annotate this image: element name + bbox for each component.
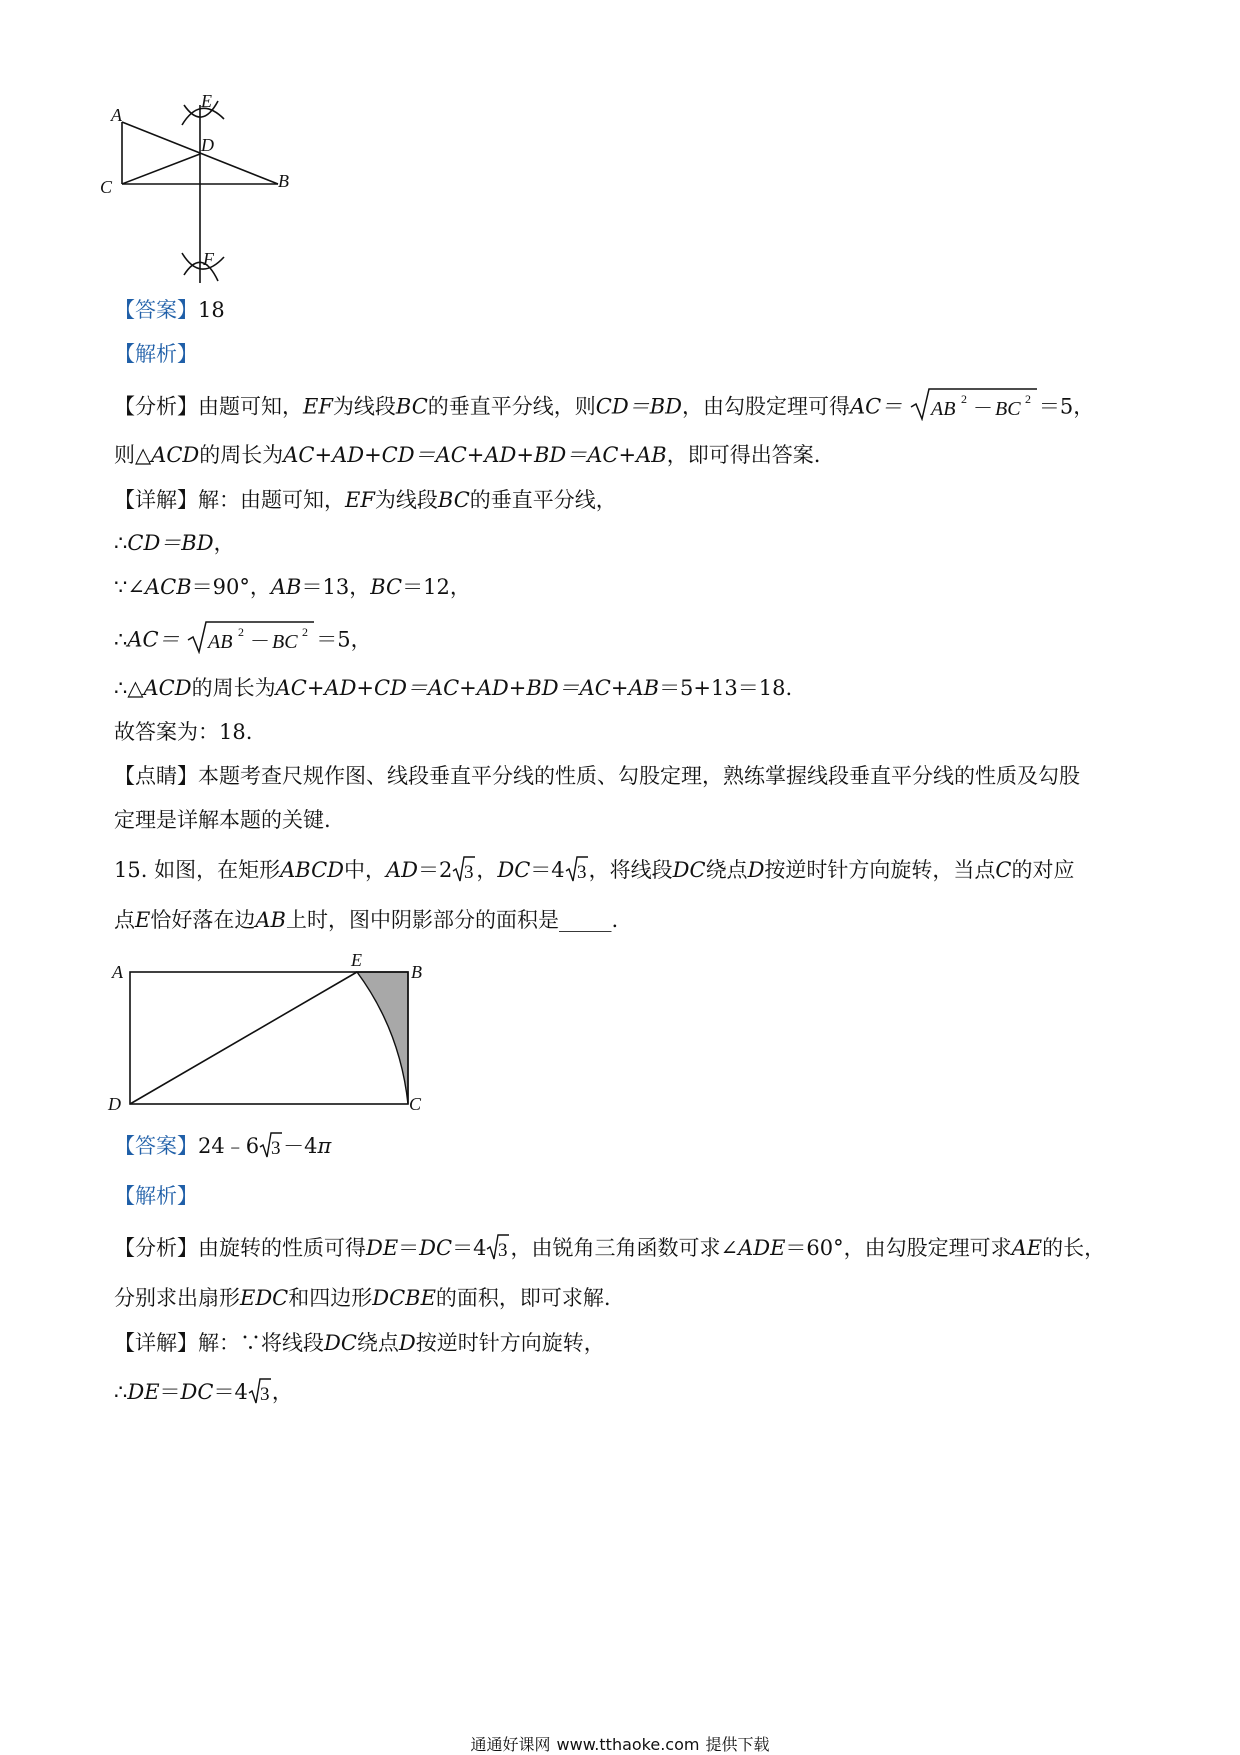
text: 15. 如图，在矩形	[114, 858, 281, 882]
footer-download-text: 提供下载	[705, 1735, 770, 1754]
text: ，	[213, 531, 235, 555]
math-AB: AB	[270, 575, 302, 599]
label-D: D	[108, 1094, 121, 1114]
text: 的长，	[1042, 1236, 1106, 1260]
text: 恰好落在边	[150, 908, 256, 932]
xiangjie-tag: 【详解】	[114, 488, 198, 512]
text: ＝90°，	[191, 575, 271, 599]
math-DCBE: DCBE	[372, 1286, 436, 1310]
math-EF: EF	[345, 488, 375, 512]
label-F: F	[203, 249, 214, 269]
text: 的对应	[1011, 858, 1075, 882]
math-perimeter: AC+AD+CD＝AC+AD+BD＝AC+AB	[275, 676, 660, 700]
text: 的垂直平分线，	[469, 488, 617, 512]
sqrt-expression	[186, 620, 316, 654]
q14-xiangjie-line2	[114, 533, 235, 554]
q14-answer	[114, 300, 225, 321]
fenxi-tag: 【分析】	[114, 1236, 198, 1260]
answer-value: 18	[198, 298, 225, 322]
page-footer	[0, 1732, 1240, 1755]
sqrt-exp: 2	[1024, 392, 1031, 406]
text: 绕点	[356, 1331, 399, 1355]
therefore: ∴△	[114, 676, 144, 700]
text: ＝4	[530, 858, 565, 882]
sqrt-BC: BC	[272, 631, 298, 653]
text: ＝2	[418, 858, 453, 882]
math-AD: AD	[385, 858, 418, 882]
text: 和四边形	[288, 1286, 373, 1310]
math-DC: DC	[324, 1331, 357, 1355]
sqrt3	[486, 1233, 510, 1261]
q14-fenxi-line2	[114, 445, 820, 466]
text: ＝60°，由勾股定理可求	[785, 1236, 1012, 1260]
sqrt-radicand: 3	[576, 861, 587, 883]
sqrt3	[452, 855, 476, 883]
q14-xiangjie-line4	[114, 625, 372, 654]
text: 由题可知，	[198, 394, 303, 419]
text: ，即可得出答案.	[666, 443, 821, 467]
q14-xiangjie-line3	[114, 577, 471, 598]
sqrt-exp: 2	[960, 392, 967, 406]
analysis-tag: 【解析】	[114, 1184, 198, 1208]
because-angle: ∵∠	[114, 575, 145, 599]
sqrt-minus: －	[972, 398, 993, 420]
math-BC: BC	[370, 575, 403, 599]
math-CD-eq-BD: CD＝BD	[127, 531, 214, 555]
q14-dianjing-line2	[114, 810, 331, 831]
text: 解：∵将线段	[198, 1331, 324, 1355]
text: 分别求出扇形	[114, 1286, 240, 1310]
text: 的面积，即可求解.	[435, 1286, 611, 1310]
q15-xiangjie-line2	[114, 1382, 293, 1405]
math-AB: AB	[255, 908, 286, 932]
text: 的周长为	[191, 676, 276, 700]
text: ＝4	[213, 1380, 248, 1404]
text: 解：由题可知，	[198, 488, 345, 512]
sqrt3	[259, 1131, 283, 1159]
math-perimeter: AC+AD+CD＝AC+AD+BD＝AC+AB	[283, 443, 667, 467]
q14-fenxi-line1	[114, 392, 1095, 421]
math-DC: DC	[497, 858, 531, 882]
sqrt-radicand: 3	[259, 1383, 270, 1405]
q14-xiangjie-line1	[114, 490, 617, 511]
label-A: A	[112, 962, 123, 982]
text: ，	[476, 858, 498, 882]
text: 为线段	[374, 488, 438, 512]
sqrt3	[565, 855, 589, 883]
math-DC: DC	[180, 1380, 214, 1404]
q15-fenxi-line1	[114, 1238, 1105, 1261]
xiangjie-tag: 【详解】	[114, 1331, 198, 1355]
math-D: D	[747, 858, 765, 882]
text: 为线段	[332, 394, 396, 419]
q15-xiangjie-line1	[114, 1333, 605, 1354]
math-D: D	[398, 1331, 416, 1355]
sqrt-exp: 2	[302, 625, 309, 639]
sqrt-radicand: 3	[464, 861, 474, 883]
math-E: E	[135, 908, 151, 932]
shaded-region	[357, 972, 408, 1104]
label-B: B	[278, 171, 289, 191]
text: ＝5+13＝18.	[659, 676, 793, 700]
analysis-tag: 【解析】	[114, 342, 198, 366]
text: 的周长为	[199, 443, 284, 467]
sqrt-BC: BC	[994, 398, 1021, 420]
text: 的垂直平分线，则	[427, 394, 596, 419]
text: ，将线段	[588, 858, 673, 882]
text: 按逆时针方向旋转，	[415, 1331, 605, 1355]
label-E: E	[351, 950, 362, 970]
label-D: D	[201, 135, 214, 155]
sqrt-radicand: 3	[498, 1239, 508, 1261]
text: 则△	[114, 443, 152, 467]
fenxi-tag: 【分析】	[114, 394, 198, 419]
sqrt-AB: AB	[930, 398, 956, 420]
label-A: A	[111, 105, 122, 125]
answer-tag: 【答案】	[114, 298, 198, 322]
text: 点	[114, 908, 135, 932]
sqrt-radicand: 3	[271, 1137, 281, 1159]
math-AC-eq: AC＝	[127, 627, 180, 652]
footer-site-name: 通通好课网	[470, 1735, 551, 1754]
text: 按逆时针方向旋转，当点	[764, 858, 996, 882]
math-EF: EF	[303, 394, 333, 419]
footer-link[interactable]: www.tthaoke.com	[556, 1735, 700, 1754]
text: ＝5，	[316, 627, 372, 652]
dianjing-tag: 【点睛】	[114, 764, 198, 788]
text: 故答案为：18.	[114, 720, 253, 744]
label-B: B	[411, 962, 422, 982]
figure-rectangle-rotation	[105, 950, 485, 1120]
q15-question-line2	[114, 910, 618, 931]
sqrt3	[248, 1377, 272, 1405]
q15-fenxi-line2	[114, 1288, 611, 1309]
math-BC: BC	[437, 488, 470, 512]
text: ＝4	[452, 1236, 487, 1260]
label-E: E	[201, 95, 212, 111]
math-ACB: ACB	[144, 575, 192, 599]
sqrt-minus: －	[250, 631, 271, 653]
math-BC: BC	[395, 394, 428, 419]
math-ACD: ACD	[143, 676, 192, 700]
label-C: C	[409, 1094, 422, 1114]
therefore: ∴	[114, 627, 128, 652]
math-DE: DE	[366, 1236, 399, 1260]
text: 定理是详解本题的关键.	[114, 808, 331, 832]
text: ＝5，	[1038, 394, 1095, 419]
sqrt-exp: 2	[238, 625, 245, 639]
sqrt-expression	[909, 387, 1039, 421]
math-ACD: ACD	[151, 443, 200, 467]
text: ＝	[159, 1380, 181, 1404]
math-pi: π	[317, 1134, 332, 1158]
label-C: C	[100, 177, 113, 197]
text: ，	[271, 1380, 293, 1404]
math-EDC: EDC	[240, 1286, 289, 1310]
text: 本题考查尺规作图、线段垂直平分线的性质、勾股定理，熟练掌握线段垂直平分线的性质及勾股	[198, 764, 1080, 788]
sqrt-AB: AB	[208, 631, 233, 653]
q14-xiangjie-line5	[114, 678, 792, 699]
therefore: ∴	[114, 531, 128, 555]
text: 由旋转的性质可得	[198, 1236, 366, 1260]
text: 上时，图中阴影部分的面积是_____.	[285, 908, 619, 932]
text: ，由勾股定理可得	[681, 394, 850, 419]
text: 绕点	[705, 858, 748, 882]
math-AC-eq: AC＝	[849, 394, 903, 419]
figure-perpendicular-bisector	[100, 95, 320, 295]
q14-analysis-heading	[114, 344, 198, 365]
text: ，由锐角三角函数可求∠	[510, 1236, 739, 1260]
answer-part: 24﹣6	[198, 1134, 260, 1158]
q14-dianjing-line1	[114, 766, 1080, 787]
text: 中，	[343, 858, 386, 882]
math-DE: DE	[127, 1380, 160, 1404]
text: ＝	[398, 1236, 420, 1260]
math-CD-eq-BD: CD＝BD	[595, 394, 682, 419]
math-ADE: ADE	[738, 1236, 786, 1260]
text: ＝12，	[402, 575, 471, 599]
q15-analysis-heading	[114, 1186, 198, 1207]
math-AE: AE	[1011, 1236, 1043, 1260]
therefore: ∴	[114, 1380, 128, 1404]
answer-part: －4	[283, 1134, 318, 1158]
text: ＝13，	[301, 575, 371, 599]
q15-answer	[114, 1136, 331, 1159]
q14-final-answer	[114, 722, 252, 743]
math-DC: DC	[419, 1236, 453, 1260]
math-C: C	[995, 858, 1012, 882]
math-DC: DC	[672, 858, 706, 882]
answer-tag: 【答案】	[114, 1134, 198, 1158]
q15-question-line1	[114, 860, 1074, 883]
math-ABCD: ABCD	[280, 858, 344, 882]
